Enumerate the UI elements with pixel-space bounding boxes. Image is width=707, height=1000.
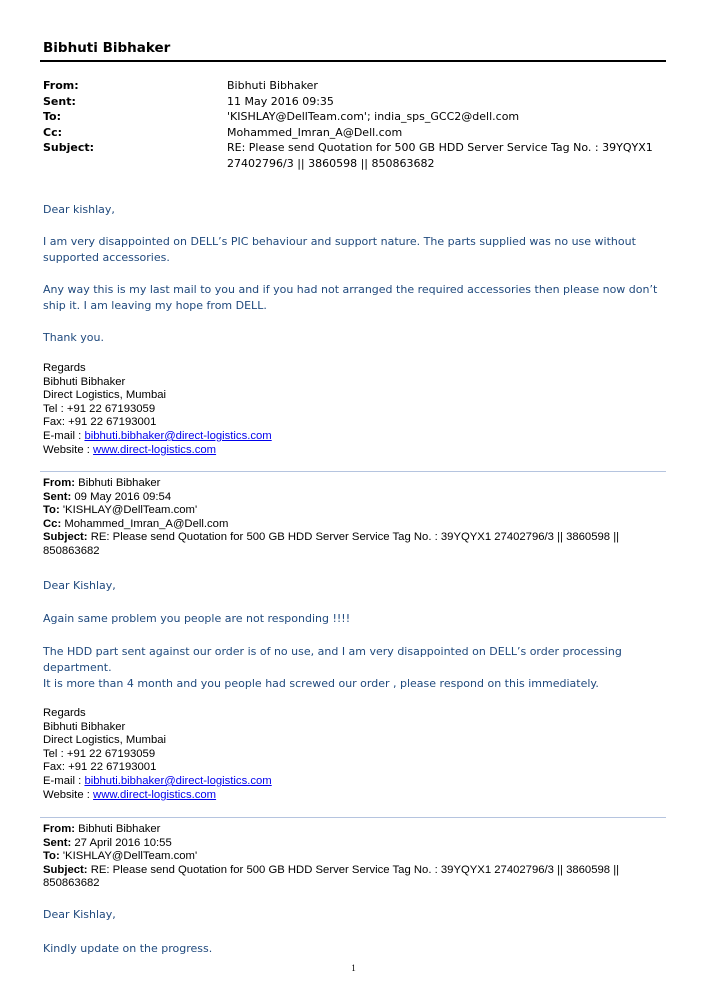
- sig2-website-row: [43, 789, 668, 803]
- m3-subject-value: RE: Please send Quotation for 500 GB HDD Server Service Tag No. : 39YQYX1 27402796/3 || 3860598 || 850863682: [43, 863, 620, 890]
- sig-email-link[interactable]: bibhuti.bibhaker@direct-logistics.com: [84, 429, 272, 442]
- message1-closing: Thank you.: [43, 331, 104, 344]
- m2-to-row: [43, 504, 668, 518]
- signature-block-2: [43, 707, 668, 802]
- cc-row: [43, 125, 673, 141]
- message2-para3: It is more than 4 month and you people had screwed our order , please respond on this immediately.: [43, 677, 599, 690]
- m3-from-value: Bibhuti Bibhaker: [75, 823, 161, 835]
- sig-name: Bibhuti Bibhaker: [43, 375, 126, 388]
- message3-greeting: Dear Kishlay,: [43, 908, 116, 921]
- sig2-fax: Fax: +91 22 67193001: [43, 761, 157, 774]
- m2-to-label: To:: [43, 504, 60, 517]
- sig2-website-label: Website :: [43, 788, 94, 801]
- cc-value: Mohammed_Imran_A@Dell.com: [227, 125, 403, 139]
- m2-to-value: 'KISHLAY@DellTeam.com': [59, 504, 198, 517]
- from-label: From:: [43, 79, 79, 92]
- separator-2: [40, 817, 666, 818]
- sig-website-link[interactable]: www.direct-logistics.com: [93, 443, 217, 456]
- sig2-name: Bibhuti Bibhaker: [43, 720, 126, 733]
- m2-cc-label: Cc:: [43, 517, 62, 530]
- sig-website-label: Website :: [43, 443, 94, 456]
- message3-para1: Kindly update on the progress.: [43, 942, 213, 955]
- m3-subject-row: [43, 864, 655, 891]
- sig2-tel: Tel : +91 22 67193059: [43, 747, 156, 760]
- subject-line-2: 27402796/3 || 3860598 || 850863682: [227, 156, 435, 170]
- sig-fax: Fax: +91 22 67193001: [43, 416, 157, 429]
- sent-value: 11 May 2016 09:35: [227, 94, 334, 108]
- m3-sent-value: 27 April 2016 10:55: [71, 836, 172, 849]
- sent-label: Sent:: [43, 94, 76, 108]
- message1-para1: I am very disappointed on DELL’s PIC behaviour and support nature. The parts supplied was no use without supported accessories.: [43, 235, 636, 264]
- to-value: 'KISHLAY@DellTeam.com'; india_sps_GCC2@dell.com: [227, 110, 520, 124]
- sig2-company: Direct Logistics, Mumbai: [43, 734, 167, 747]
- separator-1: [40, 471, 666, 472]
- m2-subject-row: [43, 531, 655, 558]
- sig2-email-label: E-mail :: [43, 774, 85, 787]
- m2-subject-label: Subject:: [43, 531, 88, 544]
- sig-tel: Tel : +91 22 67193059: [43, 402, 156, 415]
- m2-from-label: From:: [43, 477, 76, 489]
- m3-to-row: [43, 850, 668, 864]
- to-row: [43, 109, 673, 125]
- m2-from-row: [43, 477, 668, 491]
- m3-sent-row: [43, 837, 668, 851]
- message3-header: [43, 823, 668, 891]
- sig-company: Direct Logistics, Mumbai: [43, 389, 167, 402]
- m2-sent-value: 09 May 2016 09:54: [71, 490, 172, 503]
- message2-para1: Again same problem you people are not responding !!!!: [43, 612, 351, 625]
- m3-from-label: From:: [43, 823, 76, 835]
- title-rule: [40, 60, 666, 62]
- cc-label: Cc:: [43, 125, 62, 139]
- m3-to-value: 'KISHLAY@DellTeam.com': [59, 850, 198, 863]
- m2-from-value: Bibhuti Bibhaker: [75, 477, 161, 489]
- m2-sent-label: Sent:: [43, 490, 72, 503]
- subject-value: [227, 140, 673, 171]
- sig2-regards: Regards: [43, 707, 86, 719]
- message2-para2: The HDD part sent against our order is of no use, and I am very disappointed on DELL’s order processing department.: [43, 645, 622, 674]
- m2-cc-row: [43, 518, 668, 532]
- m3-subject-label: Subject:: [43, 863, 88, 876]
- message2-greeting: Dear Kishlay,: [43, 579, 116, 592]
- sig-email-row: [43, 430, 668, 444]
- from-value: Bibhuti Bibhaker: [227, 79, 318, 92]
- m2-cc-value: Mohammed_Imran_A@Dell.com: [61, 517, 229, 530]
- message1-greeting: Dear kishlay,: [43, 203, 115, 216]
- signature-block-1: [43, 362, 668, 457]
- sig-website-row: [43, 444, 668, 458]
- subject-row: [43, 140, 673, 171]
- m3-to-label: To:: [43, 850, 60, 863]
- message1-para2: Any way this is my last mail to you and if you had not arranged the required accessories then please now don’t ship it. I am leaving my hope from DELL.: [43, 283, 658, 312]
- sig-email-label: E-mail :: [43, 429, 85, 442]
- sent-row: [43, 94, 673, 110]
- subject-line-1: RE: Please send Quotation for 500 GB HDD Server Service Tag No. : 39YQYX1: [227, 141, 653, 155]
- m2-subject-value: RE: Please send Quotation for 500 GB HDD Server Service Tag No. : 39YQYX1 27402796/3 || 3860598 || 850863682: [43, 531, 620, 557]
- sig2-email-link[interactable]: bibhuti.bibhaker@direct-logistics.com: [84, 774, 272, 787]
- from-row: [43, 78, 673, 94]
- sig2-email-row: [43, 775, 668, 789]
- sig2-website-link[interactable]: www.direct-logistics.com: [93, 788, 217, 801]
- to-label: To:: [43, 110, 61, 124]
- page-number: 1: [351, 963, 356, 973]
- message2-header: [43, 477, 668, 559]
- m3-from-row: [43, 823, 668, 837]
- sender-title: Bibhuti Bibhaker: [43, 40, 171, 56]
- m2-sent-row: [43, 491, 668, 505]
- email-header: [43, 78, 673, 172]
- m3-sent-label: Sent:: [43, 836, 72, 849]
- sig-regards: Regards: [43, 362, 86, 374]
- subject-label: Subject:: [43, 141, 95, 155]
